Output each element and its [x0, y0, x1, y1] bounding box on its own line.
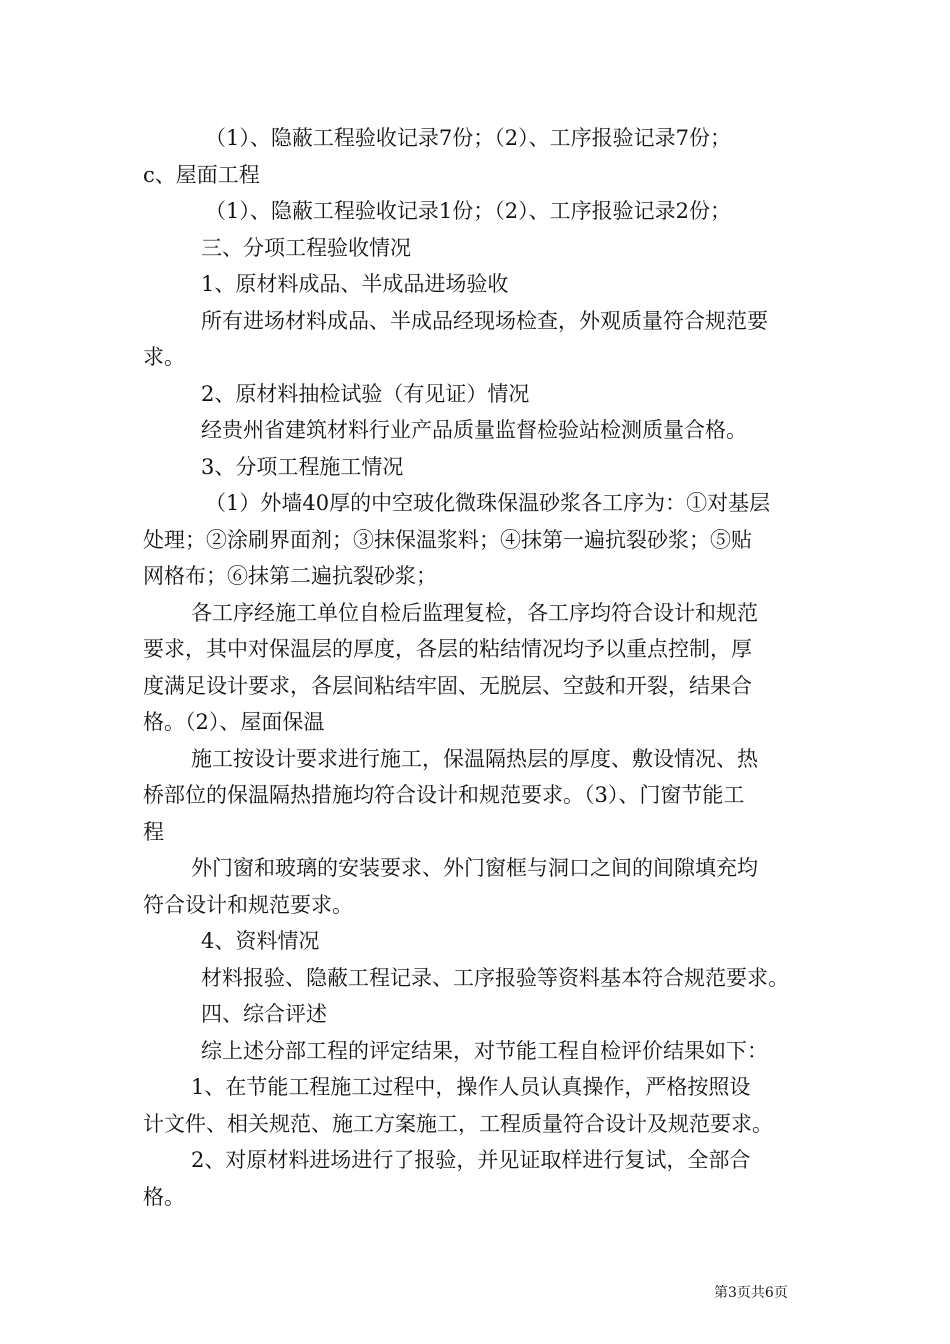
paragraph-line: 格。: [143, 1184, 185, 1209]
paragraph-line: 处理；②涂刷界面剂；③抹保温浆料；④抹第一遍抗裂砂浆；⑤贴: [143, 527, 752, 552]
document-body: [143, 120, 811, 1215]
subsection-heading: 3、分项工程施工情况: [201, 454, 404, 479]
paragraph-line: 2、对原材料进场进行了报验，并见证取样进行复试，全部合: [191, 1148, 751, 1172]
paragraph-line: （1）、隐蔽工程验收记录1份；（2）、工序报验记录2份；: [205, 199, 731, 223]
paragraph-line: 经贵州省建筑材料行业产品质量监督检验站检测质量合格。: [201, 418, 747, 442]
section-heading: c、屋面工程: [143, 162, 260, 187]
page-number: 第3页共6页: [714, 1285, 788, 1301]
paragraph-line: （1）、隐蔽工程验收记录7份；（2）、工序报验记录7份；: [205, 126, 731, 150]
paragraph-line: 桥部位的保温隔热措施均符合设计和规范要求。（3）、门窗节能工: [143, 783, 745, 807]
section-heading: 四、综合评述: [201, 1002, 327, 1026]
paragraph-line: 要求，其中对保温层的厚度，各层的粘结情况均予以重点控制，厚: [143, 637, 752, 661]
paragraph-line: 格。（2）、屋面保温: [143, 710, 325, 734]
section-heading: 三、分项工程验收情况: [201, 235, 411, 260]
paragraph-line: 各工序经施工单位自检后监理复检，各工序均符合设计和规范: [191, 600, 758, 625]
paragraph-line: 求。: [143, 345, 185, 369]
paragraph-line: （1）外墙40厚的中空玻化微珠保温砂浆各工序为：①对基层: [205, 491, 771, 515]
paragraph-line: 所有进场材料成品、半成品经现场检查，外观质量符合规范要: [201, 308, 768, 333]
paragraph-line: 外门窗和玻璃的安装要求、外门窗框与洞口之间的间隙填充均: [191, 856, 758, 880]
subsection-heading: 1、原材料成品、半成品进场验收: [201, 272, 509, 296]
paragraph-line: 1、在节能工程施工过程中，操作人员认真操作，严格按照设: [191, 1075, 751, 1099]
subsection-heading: 4、资料情况: [201, 929, 320, 953]
paragraph-line: 程: [143, 819, 164, 844]
paragraph-line: 度满足设计要求，各层间粘结牢固、无脱层、空鼓和开裂，结果合: [143, 673, 752, 698]
paragraph-line: 材料报验、隐蔽工程记录、工序报验等资料基本符合规范要求。: [201, 965, 789, 990]
paragraph-line: 符合设计和规范要求。: [143, 892, 353, 917]
paragraph-line: 综上述分部工程的评定结果，对节能工程自检评价结果如下：: [201, 1038, 768, 1063]
paragraph-line: 计文件、相关规范、施工方案施工，工程质量符合设计及规范要求。: [143, 1111, 773, 1136]
paragraph-line: 网格布；⑥抹第二遍抗裂砂浆；: [143, 564, 437, 588]
paragraph-line: 施工按设计要求进行施工，保温隔热层的厚度、敷设情况、热: [191, 746, 758, 771]
subsection-heading: 2、原材料抽检试验（有见证）情况: [201, 381, 530, 406]
